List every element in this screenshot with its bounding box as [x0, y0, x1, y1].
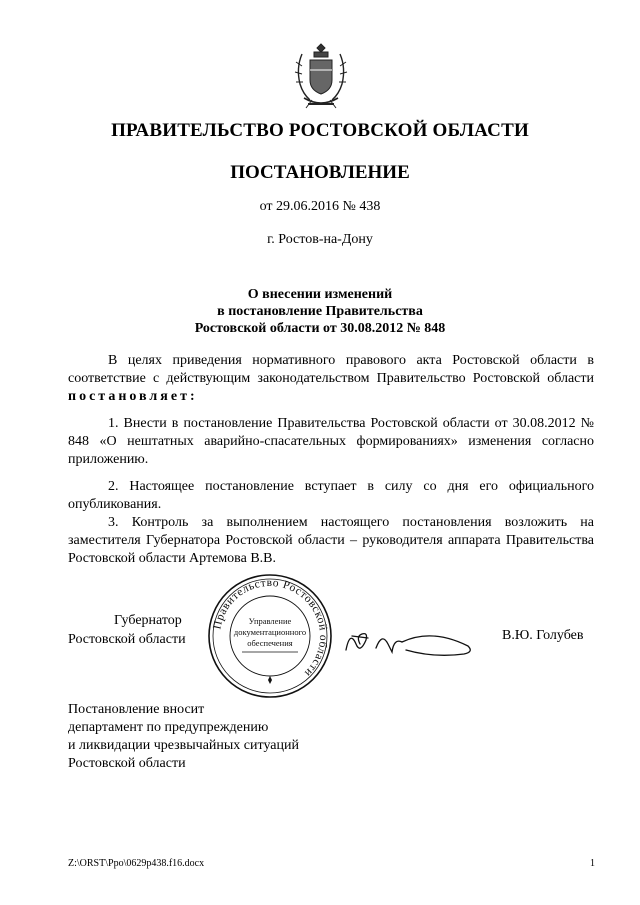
position-line-1: Губернатор — [114, 613, 182, 628]
document-subject — [0, 286, 640, 337]
document-type: ПОСТАНОВЛЕНИЕ — [230, 162, 410, 183]
preamble-text: В целях приведения нормативного правового акта Ростовской области в соответствие с действующим законодательством Правительство Ростовской области — [68, 353, 594, 386]
item-3: 3. Контроль за выполнением настоящего постановления возложить на заместителя Губернатора Ростовской области – руководителя аппарата Правительства Ростовской области Артемова В.В. — [68, 515, 594, 566]
item-1: 1. Внести в постановление Правительства Ростовской области от 30.08.2012 № 848 «О нештатных аварийно-спасательных формированиях» изменения согласно приложению. — [68, 416, 594, 467]
preamble-paragraph — [68, 352, 594, 406]
subject-line-2: в постановление Правительства — [217, 304, 423, 319]
signer-position — [68, 611, 186, 649]
item-2: 2. Настоящее постановление вступает в силу со дня его официального опубликования. — [68, 479, 594, 512]
document-body — [68, 352, 594, 568]
page-number: 1 — [590, 858, 595, 869]
signer-name: В.Ю. Голубев — [502, 628, 584, 643]
seal-outer-text: Правительство Ростовской области — [211, 576, 330, 680]
coat-of-arms-icon — [290, 40, 352, 112]
position-line-2: Ростовской области — [68, 632, 186, 647]
official-seal-icon — [206, 572, 334, 700]
organization-title: ПРАВИТЕЛЬСТВО РОСТОВСКОЙ ОБЛАСТИ — [111, 120, 529, 141]
subject-line-3: Ростовской области от 30.08.2012 № 848 — [194, 321, 446, 336]
submitter-line-3: и ликвидации чрезвычайных ситуаций — [68, 738, 299, 753]
submitter-line-2: департамент по предупреждению — [68, 720, 269, 735]
footer-file-path: Z:\ORST\Ppo\0629p438.f16.docx — [68, 858, 205, 869]
handwritten-signature — [340, 622, 480, 662]
seal-inner-line-2: документационного — [233, 627, 307, 637]
seal-inner-line-3: обеспечения — [247, 638, 293, 648]
submitter-line-1: Постановление вносит — [68, 702, 205, 717]
submitter-block — [68, 701, 299, 773]
submitter-line-4: Ростовской области — [68, 756, 186, 771]
seal-inner-line-1: Управление — [248, 616, 292, 626]
decree-word: постановляет: — [68, 389, 198, 404]
subject-line-1: О внесении изменений — [247, 287, 393, 302]
date-number: от 29.06.2016 № 438 — [259, 199, 381, 214]
city: г. Ростов-на-Дону — [267, 232, 373, 247]
